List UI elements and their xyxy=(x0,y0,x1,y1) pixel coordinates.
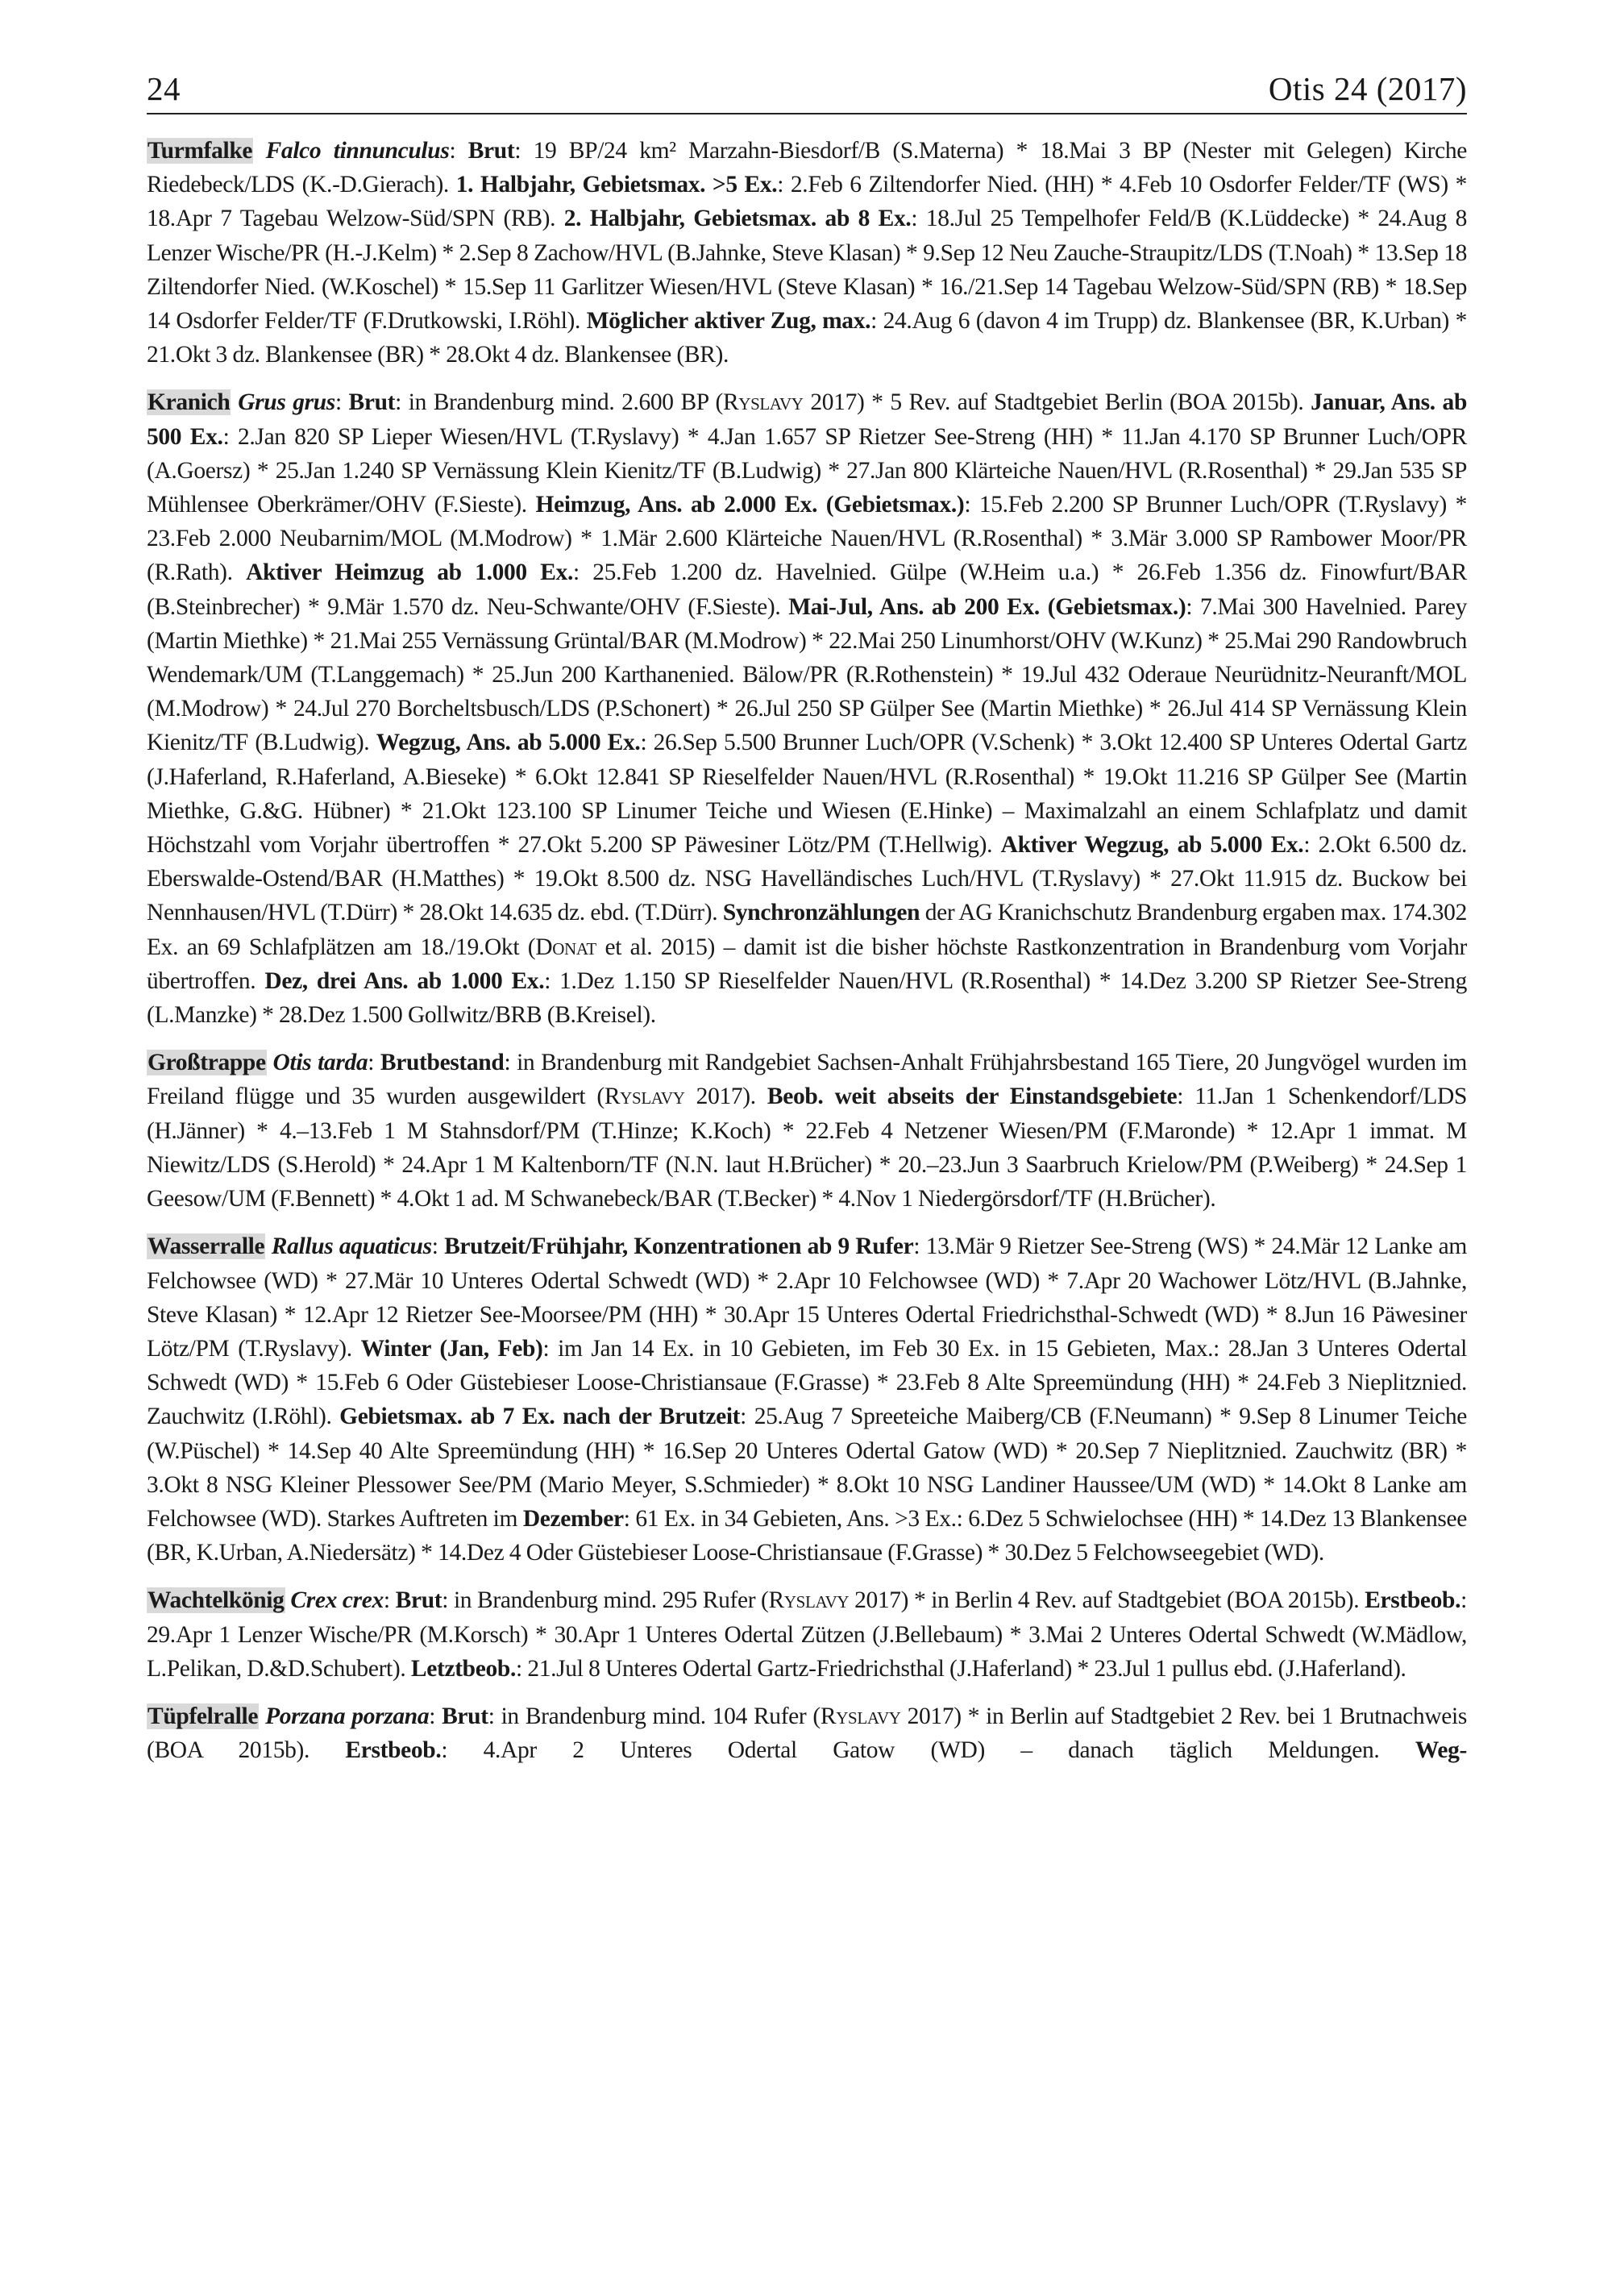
species-entry xyxy=(147,1699,1467,1767)
species-name: Turmfalke xyxy=(147,138,253,164)
record-text: : xyxy=(383,1587,396,1614)
section-heading: Aktiver Wegzug, ab 5.000 Ex. xyxy=(1000,832,1304,859)
section-heading: Heimzug, Ans. ab 2.000 Ex. (Gebietsmax.) xyxy=(535,492,965,518)
section-heading: Brut xyxy=(348,389,396,416)
section-heading: Dez, drei Ans. ab 1.000 Ex. xyxy=(264,967,545,994)
section-heading: Wegzug, Ans. ab 5.000 Ex. xyxy=(376,730,641,756)
section-heading: Brutzeit/Frühjahr, Konzentrationen ab 9 Rufer xyxy=(444,1233,914,1260)
record-text: : 15.Feb 2.200 SP Brunner Luch/OPR (T.Ryslavy) * 23.Feb 2.000 Neubarnim/MOL (M.Modrow) * 1.Mär 2.600 Klärteiche Nauen/HVL (R.Rosenthal) * 3.Mär 3.000 SP Rambower Moor/PR (R.Rath). xyxy=(147,492,1467,586)
species-entry xyxy=(147,385,1467,1032)
record-text: : 2.Okt 6.500 dz. Eberswalde-Ostend/BAR (H.Matthes) * 19.Okt 8.500 dz. NSG Havelländisches Luch/HVL (T.Ryslavy) * 27.Okt 11.915 dz. Buckow bei Nennhausen/HVL (T.Dürr) * 28.Okt 14.635 dz. ebd. (T.Dürr). xyxy=(147,832,1467,926)
section-heading: Möglicher aktiver Zug, max. xyxy=(586,308,871,335)
record-text: et al. 2015) – damit ist die bisher höchste Rastkonzentration in Brandenburg vom Vorjahr übertroffen. xyxy=(147,934,1468,994)
latin-name: Porzana porzana xyxy=(265,1703,430,1729)
record-text: : xyxy=(334,389,349,416)
record-text: : 2.Feb 6 Ziltendorfer Nied. (HH) * 4.Feb 10 Osdorfer Felder/TF (WS) * 18.Apr 7 Tagebau Welzow-Süd/SPN (RB). xyxy=(147,172,1467,232)
species-name: Kranich xyxy=(147,389,231,416)
page-header xyxy=(147,63,1467,114)
record-text: : 19 BP/24 km² Marzahn-Biesdorf/B (S.Materna) * 18.Mai 3 BP (Nester mit Gelegen) Kirche Riedebeck/LDS (K.-D.Gierach). xyxy=(147,138,1467,198)
record-text: : xyxy=(429,1703,442,1729)
latin-name: Grus grus xyxy=(238,389,335,416)
record-text: 2017). xyxy=(684,1084,767,1110)
latin-name: Crex crex xyxy=(290,1587,384,1614)
species-name: Tüpfelralle xyxy=(147,1703,259,1729)
section-heading: Erstbeob. xyxy=(1365,1587,1461,1614)
section-heading: Winter (Jan, Feb) xyxy=(360,1335,543,1362)
record-text: 2017) * 5 Rev. auf Stadtgebiet Berlin (BOA 2015b). xyxy=(803,389,1311,416)
species-entry xyxy=(147,1229,1467,1570)
page-number: 24 xyxy=(147,70,181,107)
author-citation: Donat xyxy=(535,934,596,960)
record-text: : 4.Apr 2 Unteres Odertal Gatow (WD) – danach täglich Meldungen. xyxy=(441,1737,1415,1764)
record-text: : 29.Apr 1 Lenzer Wische/PR (M.Korsch) * 30.Apr 1 Unteres Odertal Zützen (J.Bellebaum) * 3.Mai 2 Unteres Odertal Schwedt (W.Mädlow, L.Pelikan, D.&D.Schubert). xyxy=(147,1587,1467,1682)
section-heading: Letztbeob. xyxy=(410,1655,516,1682)
record-text: 2017) * in Berlin 4 Rev. auf Stadtgebiet (BOA 2015b). xyxy=(849,1587,1365,1614)
latin-name: Falco tinnunculus xyxy=(265,138,450,164)
record-text: der AG Kranichschutz Brandenburg ergaben max. 174.302 Ex. an 69 Schlafplätzen am 18./19.Okt ( xyxy=(147,900,1467,960)
section-heading: Dezember xyxy=(522,1505,624,1532)
species-accounts xyxy=(147,134,1467,1781)
latin-name: Rallus aquaticus xyxy=(271,1233,432,1260)
species-entry xyxy=(147,1046,1467,1216)
author-citation: Ryslavy xyxy=(768,1587,850,1614)
section-heading: Aktiver Heimzug ab 1.000 Ex. xyxy=(246,559,573,586)
record-text: 2017) * in Berlin auf Stadtgebiet 2 Rev. bei 1 Brutnachweis (BOA 2015b). xyxy=(147,1703,1468,1764)
record-text: : xyxy=(368,1050,380,1076)
section-heading: Mai-Jul, Ans. ab 200 Ex. (Gebietsmax.) xyxy=(788,593,1186,620)
record-text: : 24.Aug 6 (davon 4 im Trupp) dz. Blankensee (BR, K.Urban) * 21.Okt 3 dz. Blankensee (BR) * 28.Okt 4 dz. Blankensee (BR). xyxy=(147,308,1467,368)
record-text: : 11.Jan 1 Schenkendorf/LDS (H.Jänner) * 4.–13.Feb 1 M Stahnsdorf/PM (T.Hinze; K.Koch) * 22.Feb 4 Netzener Wiesen/PM (F.Maronde) * 12.Apr 1 immat. M Niewitz/LDS (S.Herold) * 24.Apr 1 M Kaltenborn/TF (N.N. laut H.Brücher) * 20.–23.Jun 3 Saarbruch Krielow/PM (P.Weiberg) * 24.Sep 1 Geesow/UM (F.Bennett) * 4.Okt 1 ad. M Schwanebeck/BAR (T.Becker) * 4.Nov 1 Niedergörsdorf/TF (H.Brücher). xyxy=(147,1084,1467,1212)
species-name: Großtrappe xyxy=(147,1050,266,1076)
species-name: Wachtelkönig xyxy=(147,1587,285,1614)
section-heading: Gebietsmax. ab 7 Ex. nach der Brutzeit xyxy=(339,1404,741,1430)
record-text: : 18.Jul 25 Tempelhofer Feld/B (K.Lüddecke) * 24.Aug 8 Lenzer Wische/PR (H.-J.Kelm) * 2.Sep 8 Zachow/HVL (B.Jahnke, Steve Klasan) * 9.Sep 12 Neu Zauche-Straupitz/LDS (T.Noah) * 13.Sep 18 Ziltendorfer Nied. (W.Koschel) * 15.Sep 11 Garlitzer Wiesen/HVL (Steve Klasan) * 16./21.Sep 14 Tagebau Welzow-Süd/SPN (RB) * 18.Sep 14 Osdorfer Felder/TF (F.Drutkowski, I.Röhl). xyxy=(147,206,1468,335)
record-text: : in Brandenburg mind. 2.600 BP ( xyxy=(395,389,723,416)
section-heading: Brut xyxy=(442,1703,488,1729)
record-text: : 26.Sep 5.500 Brunner Luch/OPR (V.Schenk) * 3.Okt 12.400 SP Unteres Odertal Gartz (J.Haferland, R.Haferland, A.Bieseke) * 6.Okt 12.841 SP Rieselfelder Nauen/HVL (R.Rosenthal) * 19.Okt 11.216 SP Gülper See (Martin Miethke, G.&G. Hübner) * 21.Okt 123.100 SP Linumer Teiche und Wiesen (E.Hinke) – Maximalzahl an einem Schlafplatz und damit Höchstzahl vom Vorjahr übertroffen * 27.Okt 5.200 SP Päwesiner Lötz/PM (T.Hellwig). xyxy=(147,730,1467,859)
record-text: : in Brandenburg mind. 295 Rufer ( xyxy=(442,1587,769,1614)
record-text: : 61 Ex. in 34 Gebieten, Ans. >3 Ex.: 6.Dez 5 Schwielochsee (HH) * 14.Dez 13 Blankensee (BR, K.Urban, A.Niedersätz) * 14.Dez 4 Oder Güstebieser Loose-Christiansaue (F.Grasse) * 30.Dez 5 Felchowseegebiet (WD). xyxy=(147,1505,1467,1566)
record-text: : 7.Mai 300 Havelnied. Parey (Martin Miethke) * 21.Mai 255 Vernässung Grüntal/BAR (M.Modrow) * 22.Mai 250 Linumhorst/OHV (W.Kunz) * 25.Mai 290 Randowbruch Wendemark/UM (T.Langgemach) * 25.Jun 200 Karthanenied. Bälow/PR (R.Rothenstein) * 19.Jul 432 Oderaue Neurüdnitz-Neuranft/MOL (M.Modrow) * 24.Jul 270 Borcheltsbusch/LDS (P.Schonert) * 26.Jul 250 SP Gülper See (Martin Miethke) * 26.Jul 414 SP Vernässung Klein Kienitz/TF (B.Ludwig). xyxy=(147,593,1468,756)
section-heading: Weg- xyxy=(1415,1737,1467,1764)
record-text: : 13.Mär 9 Rietzer See-Streng (WS) * 24.Mär 12 Lanke am Felchowsee (WD) * 27.Mär 10 Unteres Odertal Schwedt (WD) * 2.Apr 10 Felchowsee (WD) * 7.Apr 20 Wachower Lötz/HVL (B.Jahnke, Steve Klasan) * 12.Apr 12 Rietzer See-Moorsee/PM (HH) * 30.Apr 15 Unteres Odertal Friedrichsthal-Schwedt (WD) * 8.Jun 16 Päwesiner Lötz/PM (T.Ryslavy). xyxy=(147,1233,1468,1362)
section-heading: 1. Halbjahr, Gebietsmax. >5 Ex. xyxy=(455,172,778,198)
section-heading: Januar, Ans. ab 500 Ex. xyxy=(147,389,1468,450)
species-entry xyxy=(147,134,1467,372)
record-text: : 2.Jan 820 SP Lieper Wiesen/HVL (T.Ryslavy) * 4.Jan 1.657 SP Rietzer See-Streng (HH) * 11.Jan 4.170 SP Brunner Luch/OPR (A.Goersz) * 25.Jan 1.240 SP Vernässung Klein Kienitz/TF (B.Ludwig) * 27.Jan 800 Klärteiche Nauen/HVL (R.Rosenthal) * 29.Jan 535 SP Mühlensee Oberkrämer/OHV (F.Sieste). xyxy=(147,423,1467,518)
section-heading: Brut xyxy=(395,1587,442,1614)
species-name: Wasserralle xyxy=(147,1233,265,1260)
section-heading: 2. Halbjahr, Gebietsmax. ab 8 Ex. xyxy=(563,206,912,232)
record-text: : 25.Feb 1.200 dz. Havelnied. Gülpe (W.Heim u.a.) * 26.Feb 1.356 dz. Finowfurt/BAR (B.Steinbrecher) * 9.Mär 1.570 dz. Neu-Schwante/OHV (F.Sieste). xyxy=(147,559,1467,620)
author-citation: Ryslavy xyxy=(820,1703,901,1729)
record-text: : in Brandenburg mind. 104 Rufer ( xyxy=(488,1703,821,1729)
record-text: : 1.Dez 1.150 SP Rieselfelder Nauen/HVL (R.Rosenthal) * 14.Dez 3.200 SP Rietzer See-Streng (L.Manzke) * 28.Dez 1.500 Gollwitz/BRB (B.Kreisel). xyxy=(147,967,1467,1029)
section-heading: Brutbestand xyxy=(380,1050,505,1076)
record-text: : 21.Jul 8 Unteres Odertal Gartz-Friedrichsthal (J.Haferland) * 23.Jul 1 pullus ebd. (J.Haferland). xyxy=(515,1655,1406,1682)
species-entry xyxy=(147,1583,1467,1686)
section-heading: Beob. weit abseits der Einstandsgebiete xyxy=(767,1084,1178,1110)
record-text: : xyxy=(431,1233,445,1260)
author-citation: Ryslavy xyxy=(604,1084,685,1110)
record-text: : 25.Aug 7 Spreeteiche Maiberg/CB (F.Neumann) * 9.Sep 8 Linumer Teiche (W.Püschel) * 14.Sep 40 Alte Spreemündung (HH) * 16.Sep 20 Unteres Odertal Gatow (WD) * 20.Sep 7 Nieplitznied. Zauchwitz (BR) * 3.Okt 8 NSG Kleiner Plessower See/PM (Mario Meyer, S.Schmieder) * 8.Okt 10 NSG Landiner Haussee/UM (WD) * 14.Okt 8 Lanke am Felchowsee (WD). Starkes Auftreten im xyxy=(147,1404,1468,1532)
record-text: : im Jan 14 Ex. in 10 Gebieten, im Feb 30 Ex. in 15 Gebieten, Max.: 28.Jan 3 Unteres Odertal Schwedt (WD) * 15.Feb 6 Oder Güstebieser Loose-Christiansaue (F.Grasse) * 23.Feb 8 Alte Spreemündung (HH) * 24.Feb 3 Nieplitznied. Zauchwitz (I.Röhl). xyxy=(147,1335,1468,1430)
section-heading: Brut xyxy=(467,138,515,164)
record-text: : in Brandenburg mit Randgebiet Sachsen-Anhalt Frühjahrsbestand 165 Tiere, 20 Jungvögel wurden im Freiland flügge und 35 wurden ausgewildert ( xyxy=(147,1050,1467,1110)
author-citation: Ryslavy xyxy=(722,389,804,416)
latin-name: Otis tarda xyxy=(272,1050,368,1076)
journal-title: Otis 24 (2017) xyxy=(1268,70,1467,107)
section-heading: Erstbeob. xyxy=(345,1737,442,1764)
record-text: : xyxy=(449,138,468,164)
section-heading: Synchronzählungen xyxy=(722,900,920,926)
